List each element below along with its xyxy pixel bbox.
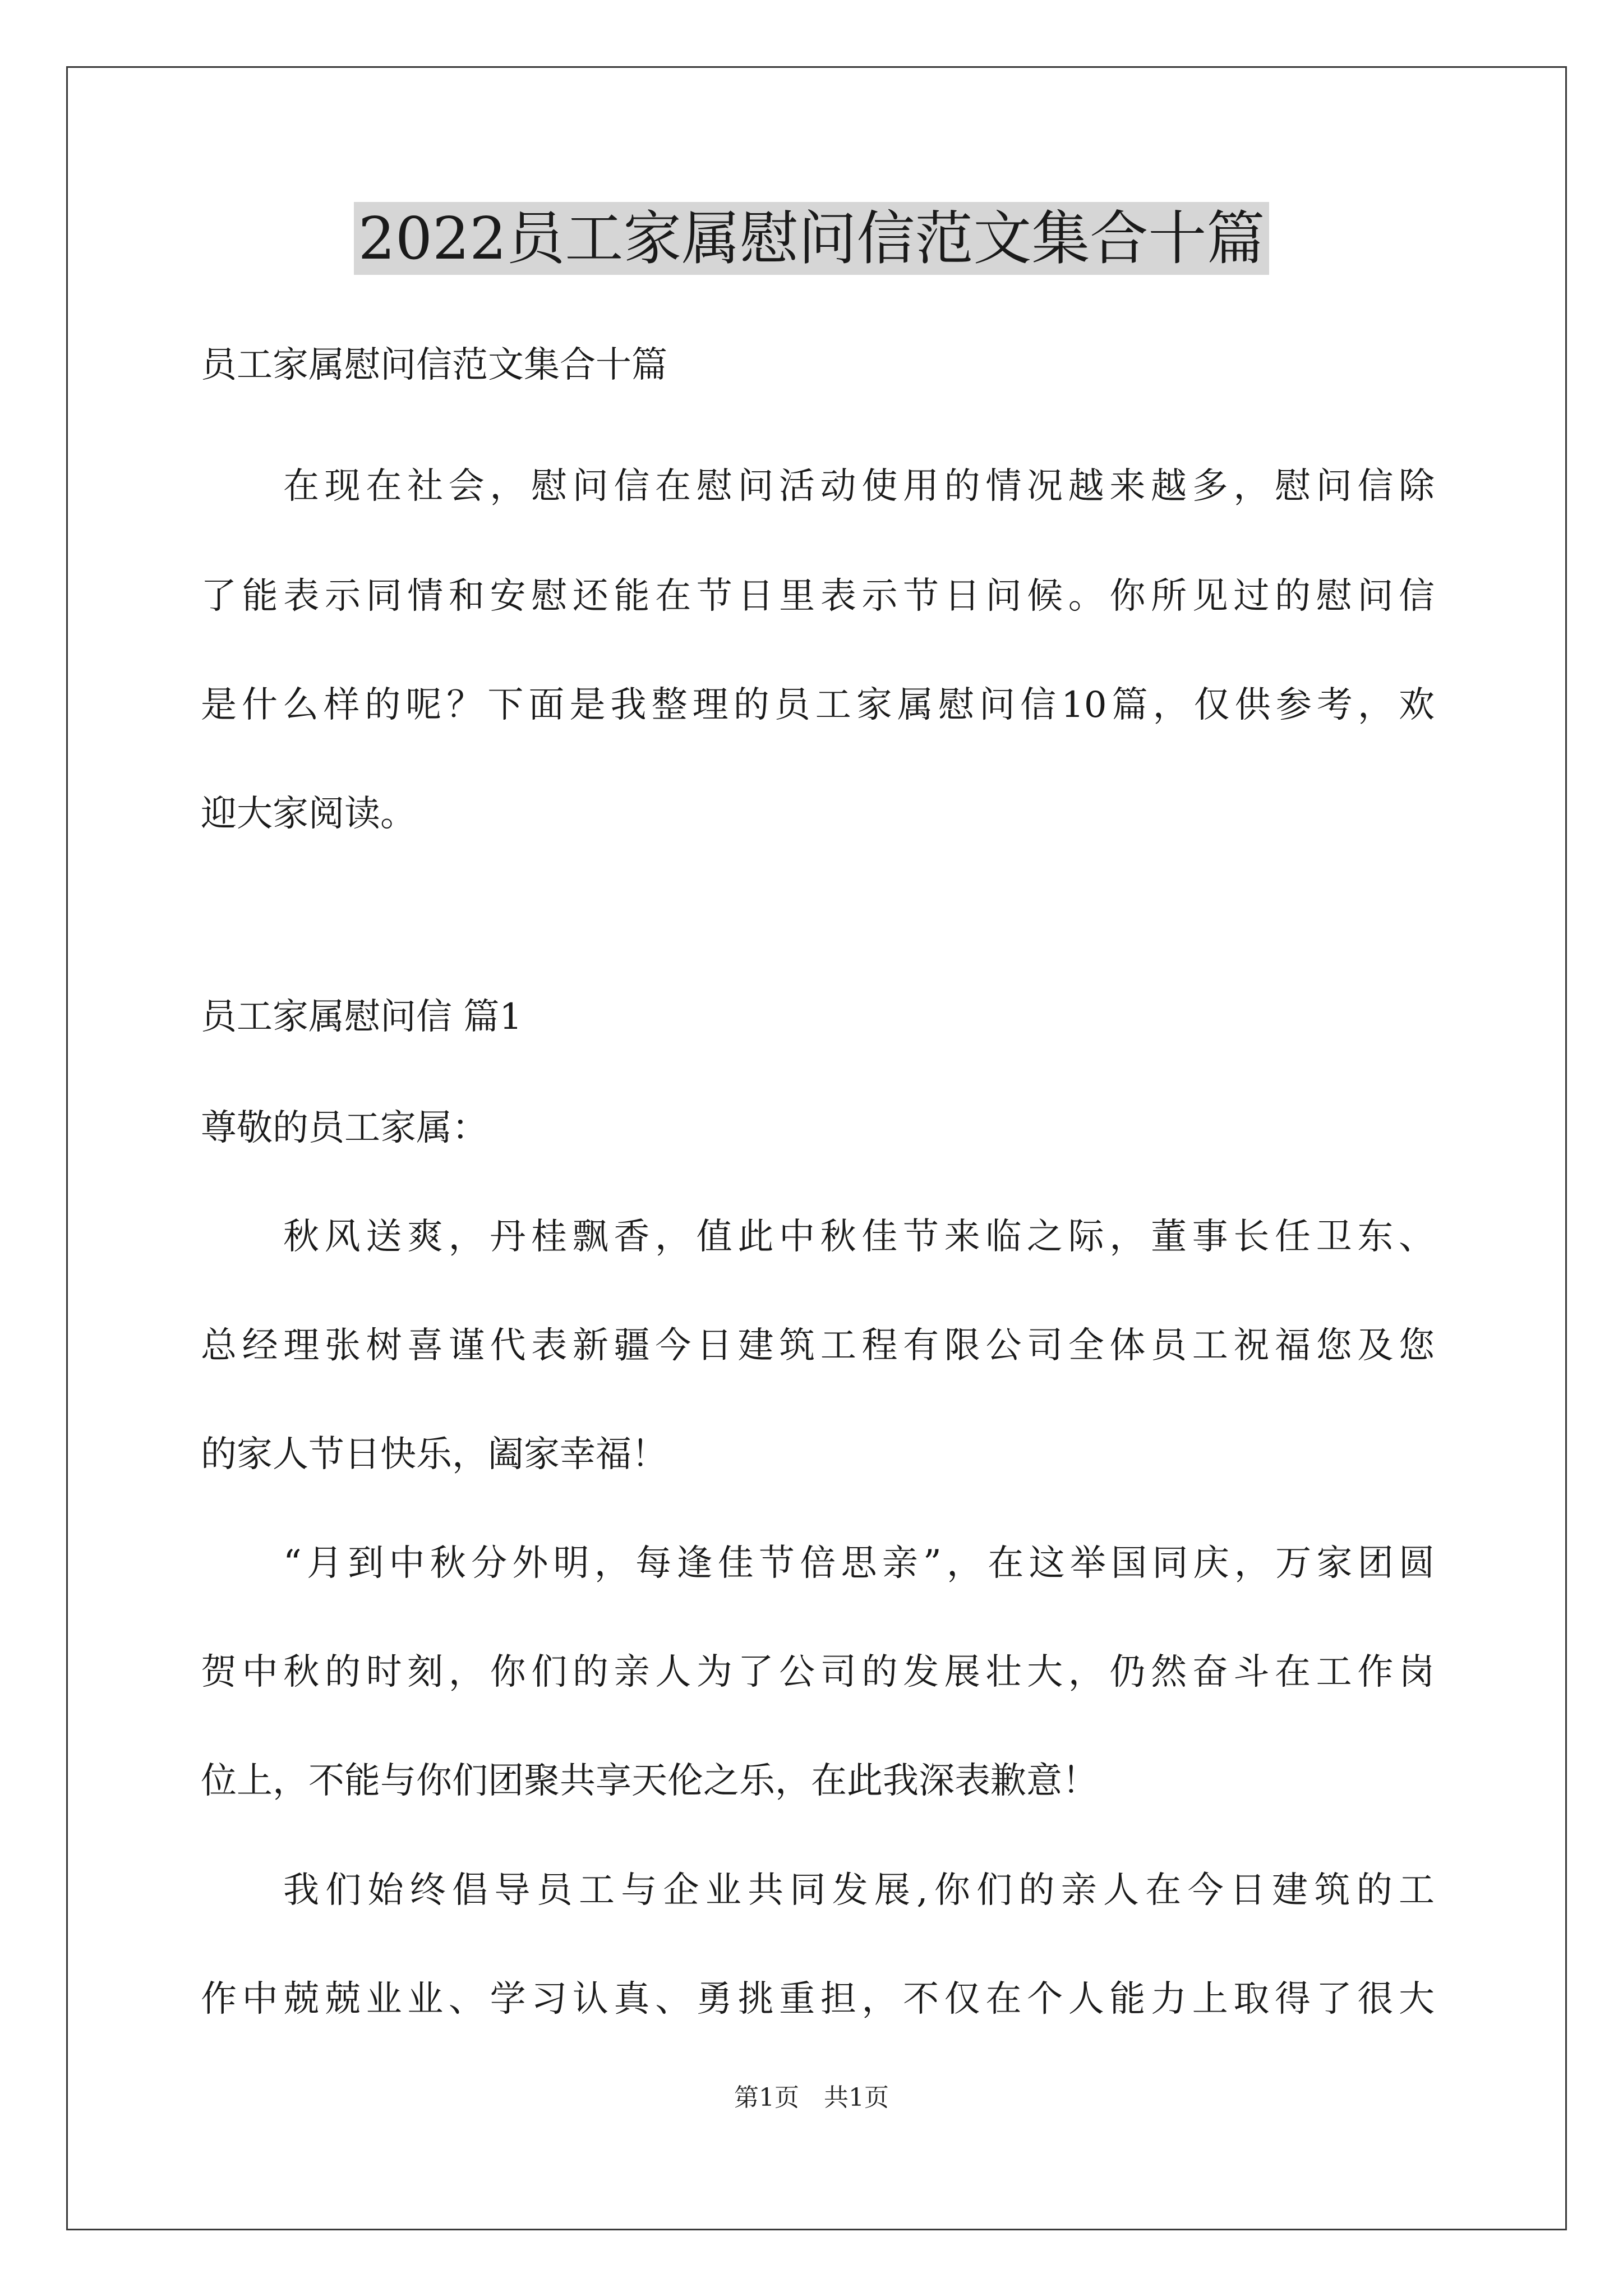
subtitle-line: 员工家属慰问信范文集合十篇 (201, 344, 667, 386)
intro-line-2: 了能表示同情和安慰还能在节日里表示节日问候。你所见过的慰问信 (201, 576, 1435, 617)
section-heading: 员工家属慰问信 篇1 (201, 996, 523, 1038)
body-line-6: 位上，不能与你们团聚共享天伦之乐，在此我深表歉意！ (201, 1760, 1098, 1802)
page-number: 第1页 共1页 (734, 2083, 889, 2112)
body-line-5: 贺中秋的时刻，你们的亲人为了公司的发展壮大，仍然奋斗在工作岗 (201, 1651, 1435, 1693)
body-line-2: 总经理张树喜谨代表新疆今日建筑工程有限公司全体员工祝福您及您 (201, 1325, 1435, 1366)
salutation: 尊敬的员工家属： (201, 1107, 488, 1149)
document-title-text: 2022员工家属慰问信范文集合十篇 (354, 202, 1270, 275)
intro-line-1: 在现在社会，慰问信在慰问活动使用的情况越来越多，慰问信除 (283, 466, 1435, 507)
body-line-7: 我们始终倡导员工与企业共同发展,你们的亲人在今日建筑的工 (283, 1870, 1435, 1911)
body-line-4: “月到中秋分外明，每逢佳节倍思亲”，在这举国同庆，万家团圆 (283, 1543, 1435, 1584)
intro-line-3: 是什么样的呢？下面是我整理的员工家属慰问信10篇，仅供参考，欢 (201, 684, 1435, 726)
body-line-3: 的家人节日快乐，阖家幸福！ (201, 1434, 667, 1475)
body-line-1: 秋风送爽，丹桂飘香，值此中秋佳节来临之际，董事长任卫东、 (283, 1216, 1435, 1258)
document-title (0, 199, 1623, 278)
body-line-8: 作中兢兢业业、学习认真、勇挑重担，不仅在个人能力上取得了很大 (201, 1978, 1435, 2020)
intro-line-4: 迎大家阅读。 (201, 793, 416, 835)
